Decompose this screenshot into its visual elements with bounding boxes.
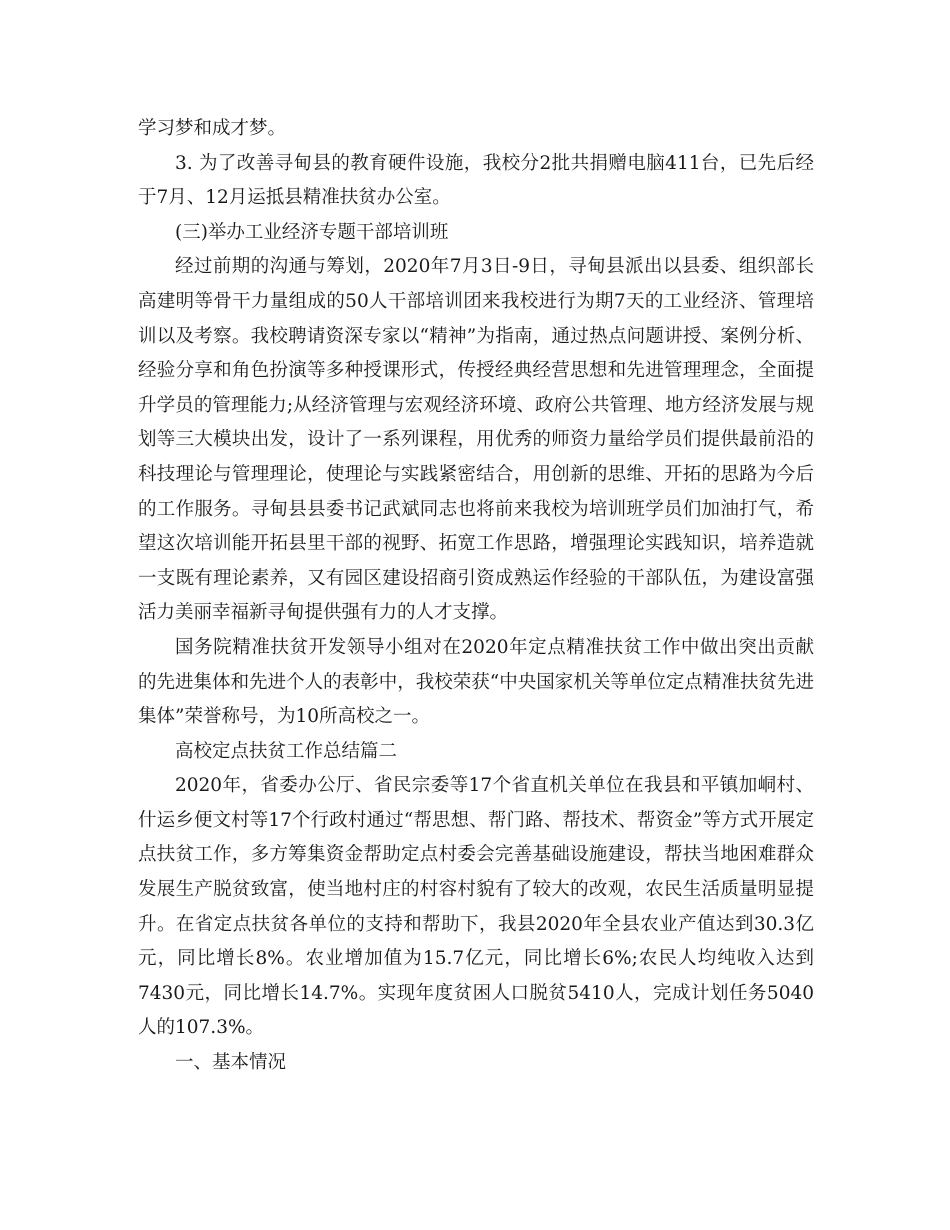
section-heading-training: (三)举办工业经济专题干部培训班 [175, 221, 449, 243]
paragraph-training-details: 经过前期的沟通与筹划，2020年7月3日-9日，寻甸县派出以县委、组织部长高建明等骨干力量组成的50人干部培训团来我校进行为期7天的工业经济、管理培训以及考察。我校聘请资深专家以“精神”为指南，通过热点问题讲授、案例分析、经验分享和角色扮演等多种授课形式，传授经典经营思想和先进管理理念，全面提升学员的管理能力;从经济管理与宏观经济环境、政府公共管理、地方经济发展与规划等三大模块出发，设计了一系列课程，用优秀的师资力量给学员们提供最前沿的科技理论与管理理论，使理论与实践紧密结合，用创新的思维、开拓的思路为今后的工作服务。寻甸县县委书记武斌同志也将前来我校为培训班学员们加油打气，希望这次培训能开拓县里干部的视野、拓宽工作思路，增强理论实践知识，培养造就一支既有理论素养，又有园区建设招商引资成熟运作经验的干部队伍，为建设富强活力美丽幸福新寻甸提供强有力的人才支撑。 [138, 256, 814, 624]
paragraph-2020-summary: 2020年，省委办公厅、省民宗委等17个省直机关单位在我县和平镇加峒村、什运乡便文村等17个行政村通过“帮思想、帮门路、帮技术、帮资金”等方式开展定点扶贫工作，多方筹集资金帮助定点村委会完善基础设施建设，帮扶当地困难群众发展生产脱贫致富，使当地村庄的村容村貌有了较大的改观，农民生活质量明显提升。在省定点扶贫各单位的支持和帮助下，我县2020年全县农业产值达到30.3亿元，同比增长8%。农业增加值为15.7亿元，同比增长6%;农民人均纯收入达到7430元，同比增长14.7%。实现年度贫困人口脱贫5410人，完成计划任务5040人的107.3%。 [138, 775, 814, 1039]
paragraph-continuation: 学习梦和成才梦。 [138, 118, 287, 139]
document-body [138, 112, 814, 1081]
section-heading-part-two: 高校定点扶贫工作总结篇二 [175, 740, 398, 762]
paragraph-award: 国务院精准扶贫开发领导小组对在2020年定点精准扶贫工作中做出突出贡献的先进集体和先进个人的表彰中，我校荣获“中央国家机关等单位定点精准扶贫先进集体”荣誉称号，为10所高校之一。 [138, 636, 814, 728]
paragraph-computer-donation: 3. 为了改善寻甸县的教育硬件设施，我校分2批共捐赠电脑411台，已先后经于7月、12月运抵县精准扶贫办公室。 [138, 152, 814, 209]
section-heading-basic-situation: 一、基本情况 [175, 1052, 287, 1074]
